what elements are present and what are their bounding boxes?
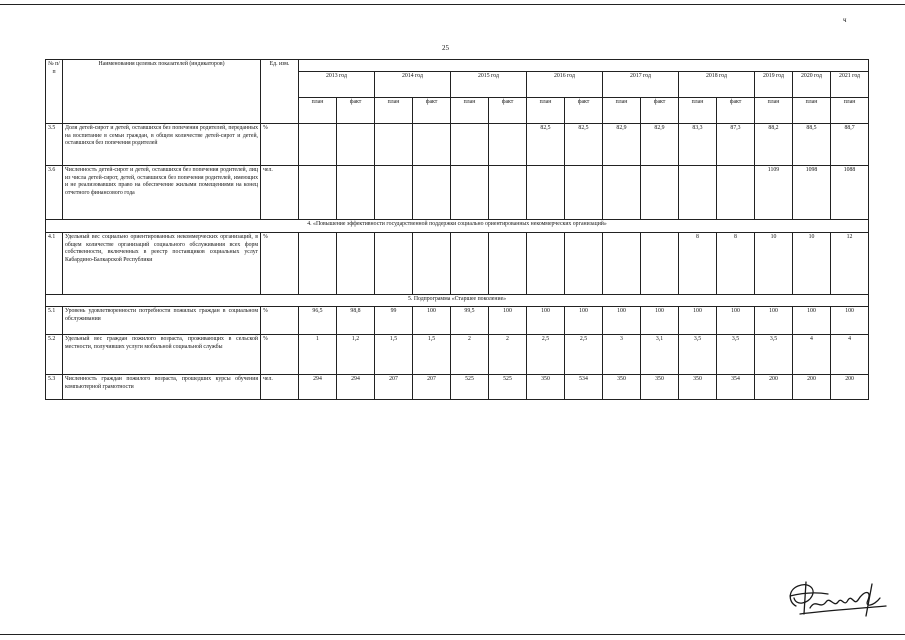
- value-cell: 200: [793, 375, 831, 400]
- value-cell: [603, 233, 641, 295]
- value-cell: [451, 233, 489, 295]
- value-cell: 4: [831, 335, 869, 375]
- value-cell: 82,5: [527, 124, 565, 166]
- year-header: 2016 год: [527, 72, 603, 98]
- value-cell: 100: [527, 307, 565, 335]
- sub-plan: план: [451, 98, 489, 124]
- value-cell: 525: [489, 375, 527, 400]
- scan-edge-bottom: [0, 634, 905, 635]
- col-no-header: № п/п: [46, 60, 63, 124]
- value-cell: 100: [489, 307, 527, 335]
- value-cell: 10: [755, 233, 793, 295]
- table-row: [46, 335, 869, 375]
- value-cell: [299, 166, 337, 220]
- row-number: 3.5: [46, 124, 63, 166]
- handwritten-signature: [782, 576, 892, 620]
- value-cell: 1,5: [375, 335, 413, 375]
- value-cell: 12: [831, 233, 869, 295]
- value-cell: 200: [755, 375, 793, 400]
- value-cell: 3,1: [641, 335, 679, 375]
- corner-mark: ч: [843, 16, 847, 24]
- value-cell: [641, 233, 679, 295]
- sub-fact: факт: [337, 98, 375, 124]
- years-band: [299, 60, 869, 72]
- value-cell: 1088: [831, 166, 869, 220]
- value-cell: 207: [375, 375, 413, 400]
- sub-plan: план: [755, 98, 793, 124]
- value-cell: [489, 233, 527, 295]
- value-cell: 100: [831, 307, 869, 335]
- sub-fact: факт: [489, 98, 527, 124]
- value-cell: 1098: [793, 166, 831, 220]
- year-header: 2019 год: [755, 72, 793, 98]
- indicator-name: Удельный вес граждан пожилого возраста, проживающих в сельской местности, получивших услуги мобильной социальной службы: [63, 335, 261, 375]
- unit-cell: чел.: [261, 375, 299, 400]
- sub-plan: план: [793, 98, 831, 124]
- value-cell: [679, 166, 717, 220]
- sub-plan: план: [603, 98, 641, 124]
- value-cell: 82,9: [641, 124, 679, 166]
- value-cell: 87,3: [717, 124, 755, 166]
- row-number: 3.6: [46, 166, 63, 220]
- sub-fact: факт: [565, 98, 603, 124]
- value-cell: 82,5: [565, 124, 603, 166]
- unit-cell: %: [261, 307, 299, 335]
- value-cell: 354: [717, 375, 755, 400]
- value-cell: [527, 233, 565, 295]
- value-cell: 100: [679, 307, 717, 335]
- value-cell: [375, 124, 413, 166]
- value-cell: [413, 124, 451, 166]
- value-cell: 1,2: [337, 335, 375, 375]
- value-cell: 207: [413, 375, 451, 400]
- value-cell: 294: [299, 375, 337, 400]
- value-cell: 350: [603, 375, 641, 400]
- value-cell: [413, 166, 451, 220]
- table-row: [46, 307, 869, 335]
- indicator-name: Доля детей-сирот и детей, оставшихся без попечения родителей, переданных на воспитание в семьи граждан, в общем количестве детей-сирот и детей, оставшихся без попечения родителей: [63, 124, 261, 166]
- value-cell: 350: [679, 375, 717, 400]
- year-header: 2017 год: [603, 72, 679, 98]
- value-cell: 100: [755, 307, 793, 335]
- value-cell: 99,5: [451, 307, 489, 335]
- value-cell: 350: [527, 375, 565, 400]
- value-cell: [527, 166, 565, 220]
- value-cell: [565, 233, 603, 295]
- table-row: [46, 124, 869, 166]
- value-cell: 3,5: [717, 335, 755, 375]
- page-number: 25: [442, 44, 449, 52]
- indicators-table: [45, 59, 869, 400]
- value-cell: [717, 166, 755, 220]
- sub-fact: факт: [413, 98, 451, 124]
- table-row: [46, 375, 869, 400]
- value-cell: 88,5: [793, 124, 831, 166]
- indicator-name: Удельный вес социально ориентированных некоммерческих организаций, в общем количестве организаций социального обслуживания всех форм собственности, включенных в реестр поставщиков социальных услуг Кабардино-Балкарской Республики: [63, 233, 261, 295]
- sub-fact: факт: [641, 98, 679, 124]
- value-cell: 100: [603, 307, 641, 335]
- sub-plan: план: [527, 98, 565, 124]
- value-cell: 1109: [755, 166, 793, 220]
- unit-cell: %: [261, 233, 299, 295]
- row-number: 5.3: [46, 375, 63, 400]
- year-header: 2018 год: [679, 72, 755, 98]
- value-cell: 96,5: [299, 307, 337, 335]
- value-cell: 83,3: [679, 124, 717, 166]
- value-cell: 200: [831, 375, 869, 400]
- value-cell: [641, 166, 679, 220]
- value-cell: 525: [451, 375, 489, 400]
- value-cell: 534: [565, 375, 603, 400]
- value-cell: [489, 124, 527, 166]
- value-cell: [451, 124, 489, 166]
- sub-fact: факт: [717, 98, 755, 124]
- value-cell: 3,5: [679, 335, 717, 375]
- year-header: 2021 год: [831, 72, 869, 98]
- value-cell: 100: [641, 307, 679, 335]
- year-header: 2015 год: [451, 72, 527, 98]
- value-cell: 4: [793, 335, 831, 375]
- sub-plan: план: [299, 98, 337, 124]
- value-cell: 88,7: [831, 124, 869, 166]
- value-cell: 2,5: [565, 335, 603, 375]
- scan-edge-top: [0, 4, 905, 5]
- value-cell: [375, 233, 413, 295]
- col-unit-header: Ед. изм.: [261, 60, 299, 124]
- year-header: 2014 год: [375, 72, 451, 98]
- value-cell: 1: [299, 335, 337, 375]
- value-cell: 2,5: [527, 335, 565, 375]
- value-cell: 100: [717, 307, 755, 335]
- row-number: 4.1: [46, 233, 63, 295]
- year-header: 2020 год: [793, 72, 831, 98]
- value-cell: [413, 233, 451, 295]
- sub-plan: план: [831, 98, 869, 124]
- section-row: [46, 220, 869, 233]
- year-header: 2013 год: [299, 72, 375, 98]
- value-cell: [337, 124, 375, 166]
- section-title: 4. «Повышение эффективности государственной поддержки социально ориентированных некоммерческих организаций»: [46, 220, 869, 233]
- value-cell: [337, 233, 375, 295]
- section-title: 5. Подпрограмма «Старшее поколение»: [46, 295, 869, 307]
- value-cell: [451, 166, 489, 220]
- unit-cell: %: [261, 124, 299, 166]
- value-cell: 88,2: [755, 124, 793, 166]
- value-cell: 98,8: [337, 307, 375, 335]
- value-cell: 1,5: [413, 335, 451, 375]
- value-cell: [565, 166, 603, 220]
- value-cell: [299, 124, 337, 166]
- col-name-header: Наименования целевых показателей (индикаторов): [63, 60, 261, 124]
- value-cell: [603, 166, 641, 220]
- indicator-name: Численность детей-сирот и детей, оставшихся без попечения родителей, лиц из числа детей-сирот, детей, оставшихся без попечения родителей, имеющих и не реализовавших право на обеспечение жилыми помещениями на конец отчетного финансового года: [63, 166, 261, 220]
- value-cell: 2: [489, 335, 527, 375]
- value-cell: 8: [717, 233, 755, 295]
- value-cell: 294: [337, 375, 375, 400]
- value-cell: 99: [375, 307, 413, 335]
- unit-cell: %: [261, 335, 299, 375]
- value-cell: [489, 166, 527, 220]
- value-cell: 10: [793, 233, 831, 295]
- sub-plan: план: [679, 98, 717, 124]
- value-cell: 100: [793, 307, 831, 335]
- table-row: [46, 166, 869, 220]
- row-number: 5.1: [46, 307, 63, 335]
- value-cell: 350: [641, 375, 679, 400]
- value-cell: 100: [413, 307, 451, 335]
- value-cell: 100: [565, 307, 603, 335]
- table-row: [46, 233, 869, 295]
- value-cell: 3: [603, 335, 641, 375]
- unit-cell: чел.: [261, 166, 299, 220]
- value-cell: [375, 166, 413, 220]
- value-cell: 3,5: [755, 335, 793, 375]
- section-row: [46, 295, 869, 307]
- value-cell: 2: [451, 335, 489, 375]
- row-number: 5.2: [46, 335, 63, 375]
- indicator-name: Численность граждан пожилого возраста, прошедших курсы обучения компьютерной грамотности: [63, 375, 261, 400]
- indicator-name: Уровень удовлетворенности потребности пожилых граждан в социальном обслуживании: [63, 307, 261, 335]
- value-cell: 82,9: [603, 124, 641, 166]
- value-cell: 8: [679, 233, 717, 295]
- value-cell: [337, 166, 375, 220]
- sub-plan: план: [375, 98, 413, 124]
- value-cell: [299, 233, 337, 295]
